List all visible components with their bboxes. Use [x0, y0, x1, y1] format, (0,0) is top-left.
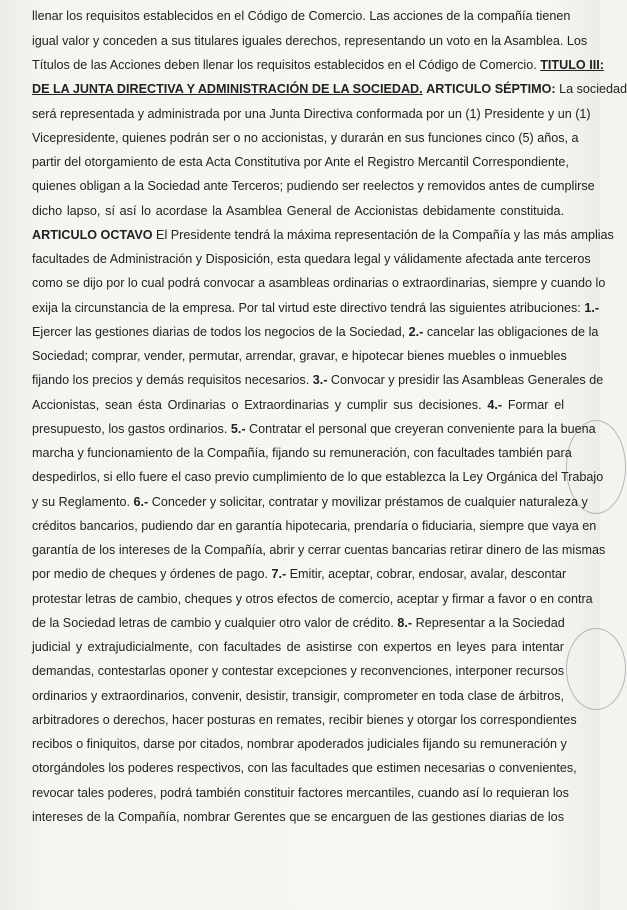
document-line [32, 348, 567, 364]
line-text: 8.- [397, 616, 413, 630]
document-line [32, 809, 564, 825]
line-text: despedirlos, si ello fuere el caso previo cumplimiento de lo que establezca la Ley Orgánica del Trabajo [32, 470, 604, 484]
line-text: Sociedad; comprar, vender, permutar, arrendar, gravar, e hipotecar bienes muebles o inmuebles [32, 349, 567, 363]
line-text: dicho lapso, sí así lo acordase la Asamblea General de Accionistas debidamente constituida. [32, 204, 564, 218]
document-line [32, 154, 569, 170]
line-text: quienes obligan a la Sociedad ante Terceros; pudiendo ser reelectos y removidos antes de cumplirse [32, 179, 595, 193]
document-line [32, 785, 569, 801]
document-line [32, 445, 572, 461]
line-text: Contratar el personal que creyeran conveniente para la buena [245, 422, 596, 436]
document-line [32, 615, 564, 631]
line-text: garantía de los intereses de la Compañía, abrir y cerrar cuentas bancarias retirar dinero de las mismas [32, 543, 606, 557]
line-text: 7.- [271, 567, 287, 581]
document-line [32, 518, 597, 534]
line-text: Accionistas, sean ésta Ordinarias o Extraordinarias y cumplir sus decisiones. [32, 398, 488, 412]
line-text: Formar el [502, 398, 564, 412]
line-text: 4.- [487, 398, 503, 412]
document-line [32, 542, 606, 558]
line-text: Vicepresidente, quienes podrán ser o no accionistas, y durarán en sus funciones cinco (5) años, a [32, 131, 579, 145]
line-text: 5.- [230, 422, 246, 436]
line-text: ordinarios y extraordinarios, convenir, desistir, transigir, comprometer en toda clase de árbitros, [32, 689, 564, 703]
line-text: 3.- [312, 373, 328, 387]
line-text: Convocar y presidir las Asambleas Generales de [327, 373, 604, 387]
line-text: demandas, contestarlas oponer y contestar excepciones y reconvenciones, interponer recursos [32, 664, 565, 678]
document-line [32, 760, 577, 776]
document-line [32, 591, 593, 607]
document-line [32, 494, 588, 510]
document-line [32, 106, 591, 122]
document-line [32, 300, 600, 316]
document-line [32, 421, 596, 437]
line-text: exija la circunstancia de la empresa. Por tal virtud este directivo tendrá las siguientes atribuciones: [32, 301, 585, 315]
line-text: fijando los precios y demás requisitos necesarios. [32, 373, 313, 387]
line-text: de la Sociedad letras de cambio y cualquier otro valor de crédito. [32, 616, 398, 630]
document-line [32, 130, 579, 146]
line-text: como se dijo por lo cual podrá convocar a asambleas ordinarias o extraordinarias, siempre y cuando lo [32, 276, 606, 290]
document-line [32, 688, 564, 704]
document-line [32, 251, 591, 267]
seal-stamp [566, 628, 626, 710]
line-text: y su Reglamento. [32, 495, 134, 509]
line-text: Representar a la Sociedad [412, 616, 565, 630]
line-text: facultades de Administración y Disposición, esta quedara legal y válidamente afectada ante terceros [32, 252, 591, 266]
line-text: por medio de cheques y órdenes de pago. [32, 567, 272, 581]
document-line [32, 324, 599, 340]
line-text: presupuesto, los gastos ordinarios. [32, 422, 231, 436]
line-text: cancelar las obligaciones de la [423, 325, 599, 339]
document-line [32, 81, 627, 97]
line-text: Conceder y solicitar, contratar y movilizar préstamos de cualquier naturaleza y [148, 495, 588, 509]
line-text: Ejercer las gestiones diarias de todos los negocios de la Sociedad, [32, 325, 409, 339]
line-text: será representada y administrada por una Junta Directiva conformada por un (1) Presidente y un (1) [32, 107, 591, 121]
line-text: El Presidente tendrá la máxima representación de la Compañía y las más amplias [152, 228, 614, 242]
line-text: créditos bancarios, pudiendo dar en garantía hipotecaria, prendaría o fiduciaria, siempre que vaya en [32, 519, 597, 533]
line-text: ARTICULO OCTAVO [32, 228, 153, 242]
document-line [32, 57, 604, 73]
line-text: 6.- [133, 495, 149, 509]
line-text: llenar los requisitos establecidos en el Código de Comercio. Las acciones de la compañía tienen [32, 9, 571, 23]
line-text: otorgándoles los poderes respectivos, con las facultades que estimen necesarias o convenientes, [32, 761, 577, 775]
document-line [32, 178, 595, 194]
document-line [32, 469, 604, 485]
line-text: partir del otorgamiento de esta Acta Constitutiva por Ante el Registro Mercantil Correspondiente, [32, 155, 569, 169]
document-line [32, 227, 614, 243]
line-text: igual valor y conceden a sus titulares iguales derechos, representando un voto en la Asamblea. Los [32, 34, 588, 48]
line-text: Emitir, aceptar, cobrar, endosar, avalar, descontar [286, 567, 567, 581]
line-text: 1.- [584, 301, 600, 315]
line-text: recibos o finiquitos, darse por citados, nombrar apoderados judiciales fijando su remuneración y [32, 737, 567, 751]
document-line [32, 203, 564, 219]
document-line [32, 275, 606, 291]
document-line [32, 639, 564, 655]
document-line [32, 372, 604, 388]
line-text: judicial y extrajudicialmente, con facultades de asistirse con expertos en leyes para intentar [32, 640, 564, 654]
document-line [32, 663, 564, 679]
line-text: revocar tales poderes, podrá también constituir factores mercantiles, cuando así lo requieran los [32, 786, 569, 800]
document-line [32, 397, 564, 413]
line-text: Títulos de las Acciones deben llenar los requisitos establecidos en el Código de Comercio. [32, 58, 541, 72]
line-text: TITULO III: [540, 58, 604, 72]
document-line [32, 566, 567, 582]
document-line [32, 712, 577, 728]
line-text: marcha y funcionamiento de la Compañía, fijando su remuneración, con facultades también para [32, 446, 572, 460]
line-text: DE LA JUNTA DIRECTIVA Y ADMINISTRACIÓN DE LA SOCIEDAD. [32, 82, 423, 96]
document-line [32, 736, 567, 752]
document-line [32, 33, 588, 49]
line-text: 2.- [408, 325, 424, 339]
line-text: intereses de la Compañía, nombrar Gerentes que se encarguen de las gestiones diarias de los [32, 810, 564, 824]
line-text: arbitradores o derechos, hacer posturas en remates, recibir bienes y otorgar los correspondientes [32, 713, 577, 727]
document-line [32, 8, 571, 24]
line-text: ARTICULO SÉPTIMO: [426, 82, 556, 96]
line-text: protestar letras de cambio, cheques y otros efectos de comercio, aceptar y firmar a favor o en contra [32, 592, 593, 606]
line-text: La sociedad [555, 82, 627, 96]
